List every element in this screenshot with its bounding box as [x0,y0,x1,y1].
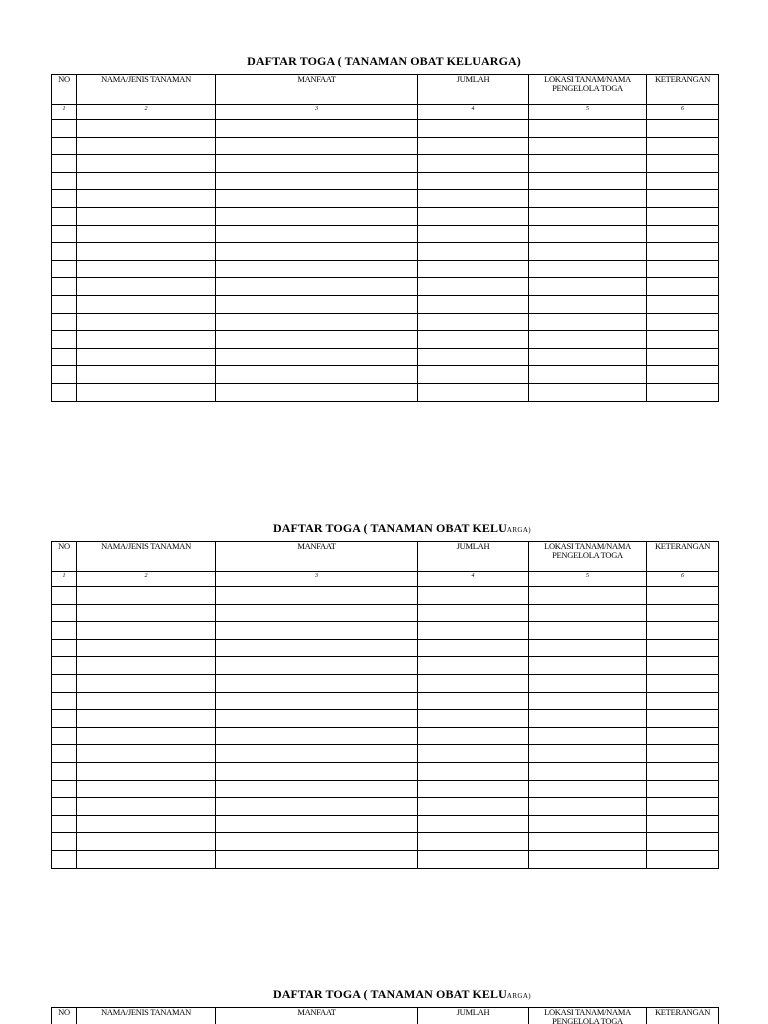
empty-cell [52,798,77,816]
table-row [52,657,719,675]
empty-cell [529,657,647,675]
empty-cell [529,815,647,833]
empty-cell [216,798,418,816]
table-row [52,710,719,728]
header-jumlah: JUMLAH [418,542,529,572]
table-row [52,348,719,366]
table-row [52,190,719,208]
empty-cell [418,639,529,657]
empty-cell [216,762,418,780]
empty-cell [647,120,719,138]
column-number-row [52,572,719,587]
empty-cell [77,383,216,401]
empty-cell [52,137,77,155]
table-row [52,745,719,763]
table-row [52,383,719,401]
table-row [52,243,719,261]
table-row [52,815,719,833]
empty-cell [77,331,216,349]
empty-cell [529,850,647,868]
empty-cell [52,657,77,675]
form-title [18,987,768,1002]
empty-cell [216,383,418,401]
empty-cell [52,366,77,384]
header-manfaat: MANFAAT [216,542,418,572]
column-number: 4 [418,572,529,587]
empty-cell [529,745,647,763]
empty-cell [418,745,529,763]
title-main: DAFTAR TOGA ( TANAMAN OBAT KELU [272,987,507,1001]
header-jumlah: JUMLAH [418,1008,529,1024]
empty-cell [77,295,216,313]
empty-cell [77,639,216,657]
table-row [52,207,719,225]
column-number: 3 [216,105,418,120]
empty-cell [647,137,719,155]
empty-cell [529,225,647,243]
empty-cell [529,260,647,278]
empty-cell [647,260,719,278]
empty-cell [216,710,418,728]
empty-cell [529,172,647,190]
empty-cell [418,120,529,138]
empty-cell [418,833,529,851]
empty-cell [647,366,719,384]
empty-cell [418,622,529,640]
empty-cell [52,313,77,331]
empty-cell [418,137,529,155]
table-row [52,295,719,313]
column-number: 1 [52,105,77,120]
empty-cell [77,225,216,243]
empty-cell [647,833,719,851]
header-keterangan: KETERANGAN [647,542,719,572]
empty-cell [216,190,418,208]
empty-cell [647,780,719,798]
empty-cell [77,207,216,225]
empty-cell [418,762,529,780]
empty-cell [52,780,77,798]
empty-cell [52,833,77,851]
empty-cell [647,815,719,833]
empty-cell [647,348,719,366]
empty-cell [52,710,77,728]
table-row [52,780,719,798]
table-row [52,692,719,710]
empty-cell [216,622,418,640]
empty-cell [418,587,529,605]
empty-cell [647,639,719,657]
empty-cell [77,366,216,384]
empty-cell [647,745,719,763]
empty-cell [77,604,216,622]
empty-cell [418,295,529,313]
empty-cell [529,383,647,401]
empty-cell [647,604,719,622]
empty-cell [529,137,647,155]
empty-cell [52,745,77,763]
empty-cell [418,692,529,710]
empty-cell [77,798,216,816]
empty-cell [647,295,719,313]
empty-cell [529,780,647,798]
empty-cell [77,692,216,710]
toga-table [51,541,719,869]
empty-cell [77,622,216,640]
empty-cell [418,850,529,868]
empty-cell [216,833,418,851]
empty-cell [529,762,647,780]
title-main: DAFTAR TOGA ( TANAMAN OBAT KELU [272,521,507,535]
empty-cell [52,604,77,622]
empty-cell [529,348,647,366]
empty-cell [647,692,719,710]
empty-cell [418,657,529,675]
empty-cell [77,155,216,173]
toga-table [51,1007,719,1024]
table-row [52,727,719,745]
empty-cell [418,313,529,331]
empty-cell [216,745,418,763]
column-number: 6 [647,572,719,587]
table-row [52,172,719,190]
empty-cell [52,850,77,868]
empty-cell [77,780,216,798]
header-lokasi-tanam: LOKASI TANAM/NAMA PENGELOLA TOGA [529,75,647,105]
empty-cell [418,260,529,278]
header-no: NO [52,75,77,105]
empty-cell [77,815,216,833]
header-nama-jenis-tanaman: NAMA/JENIS TANAMAN [77,1008,216,1024]
empty-cell [418,366,529,384]
empty-cell [529,604,647,622]
empty-cell [52,383,77,401]
empty-cell [647,207,719,225]
empty-cell [77,657,216,675]
empty-cell [216,850,418,868]
empty-cell [216,780,418,798]
table-row [52,331,719,349]
empty-cell [529,295,647,313]
table-row [52,155,719,173]
empty-cell [216,348,418,366]
empty-cell [77,137,216,155]
table-row [52,278,719,296]
table-row [52,762,719,780]
empty-cell [52,331,77,349]
header-jumlah: JUMLAH [418,75,529,105]
empty-cell [529,833,647,851]
empty-cell [529,692,647,710]
empty-cell [418,155,529,173]
empty-cell [418,331,529,349]
empty-cell [647,278,719,296]
empty-cell [52,348,77,366]
column-number: 5 [529,572,647,587]
table-row [52,225,719,243]
empty-cell [216,692,418,710]
empty-cell [529,710,647,728]
empty-cell [418,278,529,296]
toga-table [51,74,719,402]
empty-cell [529,587,647,605]
empty-cell [418,727,529,745]
empty-cell [216,120,418,138]
empty-cell [529,798,647,816]
empty-cell [77,833,216,851]
empty-cell [529,120,647,138]
empty-cell [216,225,418,243]
title-main: DAFTAR TOGA ( TANAMAN OBAT KELUARGA) [247,54,521,68]
empty-cell [77,190,216,208]
table-row [52,366,719,384]
empty-cell [216,366,418,384]
empty-cell [77,762,216,780]
empty-cell [418,383,529,401]
header-no: NO [52,542,77,572]
empty-cell [216,172,418,190]
table-row [52,587,719,605]
table-row [52,137,719,155]
column-number: 2 [77,105,216,120]
empty-cell [529,243,647,261]
empty-cell [52,120,77,138]
empty-cell [529,190,647,208]
empty-cell [647,331,719,349]
empty-cell [52,674,77,692]
empty-cell [77,710,216,728]
table-row [52,850,719,868]
empty-cell [216,207,418,225]
empty-cell [216,815,418,833]
table-row [52,833,719,851]
empty-cell [77,745,216,763]
empty-cell [216,639,418,657]
header-lokasi-tanam: LOKASI TANAM/NAMA PENGELOLA TOGA [529,1008,647,1024]
table-row [52,622,719,640]
empty-cell [77,243,216,261]
empty-cell [52,587,77,605]
column-number: 6 [647,105,719,120]
empty-cell [647,710,719,728]
empty-cell [52,295,77,313]
header-row [52,75,719,105]
header-nama-jenis-tanaman: NAMA/JENIS TANAMAN [77,542,216,572]
empty-cell [52,622,77,640]
empty-cell [216,674,418,692]
empty-cell [647,383,719,401]
empty-cell [529,622,647,640]
form-title [0,54,768,69]
table-row [52,798,719,816]
empty-cell [216,243,418,261]
header-keterangan: KETERANGAN [647,1008,719,1024]
empty-cell [52,207,77,225]
title-small: ARGA) [506,526,532,534]
empty-cell [418,710,529,728]
empty-cell [529,366,647,384]
empty-cell [77,120,216,138]
header-nama-jenis-tanaman: NAMA/JENIS TANAMAN [77,75,216,105]
empty-cell [418,243,529,261]
empty-cell [52,155,77,173]
empty-cell [529,313,647,331]
empty-cell [52,762,77,780]
column-number: 5 [529,105,647,120]
empty-cell [418,348,529,366]
empty-cell [216,313,418,331]
empty-cell [52,225,77,243]
header-manfaat: MANFAAT [216,75,418,105]
empty-cell [647,674,719,692]
table-row [52,313,719,331]
empty-cell [77,727,216,745]
empty-cell [647,850,719,868]
column-number: 4 [418,105,529,120]
empty-cell [647,727,719,745]
column-number: 2 [77,572,216,587]
empty-cell [647,622,719,640]
empty-cell [418,172,529,190]
table-row [52,260,719,278]
empty-cell [647,313,719,331]
empty-cell [647,225,719,243]
empty-cell [418,604,529,622]
empty-cell [216,587,418,605]
empty-cell [216,295,418,313]
table-row [52,674,719,692]
empty-cell [418,780,529,798]
empty-cell [216,278,418,296]
empty-cell [77,260,216,278]
empty-cell [647,172,719,190]
empty-cell [216,604,418,622]
empty-cell [529,639,647,657]
empty-cell [647,587,719,605]
column-number: 3 [216,572,418,587]
empty-cell [647,762,719,780]
header-manfaat: MANFAAT [216,1008,418,1024]
empty-cell [529,207,647,225]
title-small: ARGA) [506,992,532,1000]
empty-cell [647,657,719,675]
form-title [18,521,768,536]
empty-cell [529,727,647,745]
empty-cell [418,815,529,833]
empty-cell [77,587,216,605]
empty-cell [216,260,418,278]
column-number: 1 [52,572,77,587]
empty-cell [77,348,216,366]
empty-cell [52,727,77,745]
header-keterangan: KETERANGAN [647,75,719,105]
empty-cell [647,798,719,816]
table-row [52,639,719,657]
empty-cell [418,207,529,225]
header-lokasi-tanam: LOKASI TANAM/NAMA PENGELOLA TOGA [529,542,647,572]
table-row [52,604,719,622]
empty-cell [529,278,647,296]
header-row [52,1008,719,1024]
empty-cell [77,674,216,692]
column-number-row [52,105,719,120]
empty-cell [418,190,529,208]
empty-cell [418,225,529,243]
empty-cell [529,331,647,349]
empty-cell [216,657,418,675]
empty-cell [418,674,529,692]
empty-cell [77,278,216,296]
empty-cell [77,172,216,190]
empty-cell [52,190,77,208]
empty-cell [52,243,77,261]
empty-cell [647,155,719,173]
header-no: NO [52,1008,77,1024]
empty-cell [52,639,77,657]
empty-cell [52,260,77,278]
empty-cell [216,137,418,155]
empty-cell [216,727,418,745]
empty-cell [52,815,77,833]
empty-cell [647,190,719,208]
empty-cell [529,674,647,692]
empty-cell [77,313,216,331]
empty-cell [418,798,529,816]
empty-cell [52,278,77,296]
empty-cell [216,331,418,349]
empty-cell [647,243,719,261]
table-row [52,120,719,138]
header-row [52,542,719,572]
empty-cell [52,172,77,190]
empty-cell [216,155,418,173]
empty-cell [77,850,216,868]
empty-cell [529,155,647,173]
empty-cell [52,692,77,710]
